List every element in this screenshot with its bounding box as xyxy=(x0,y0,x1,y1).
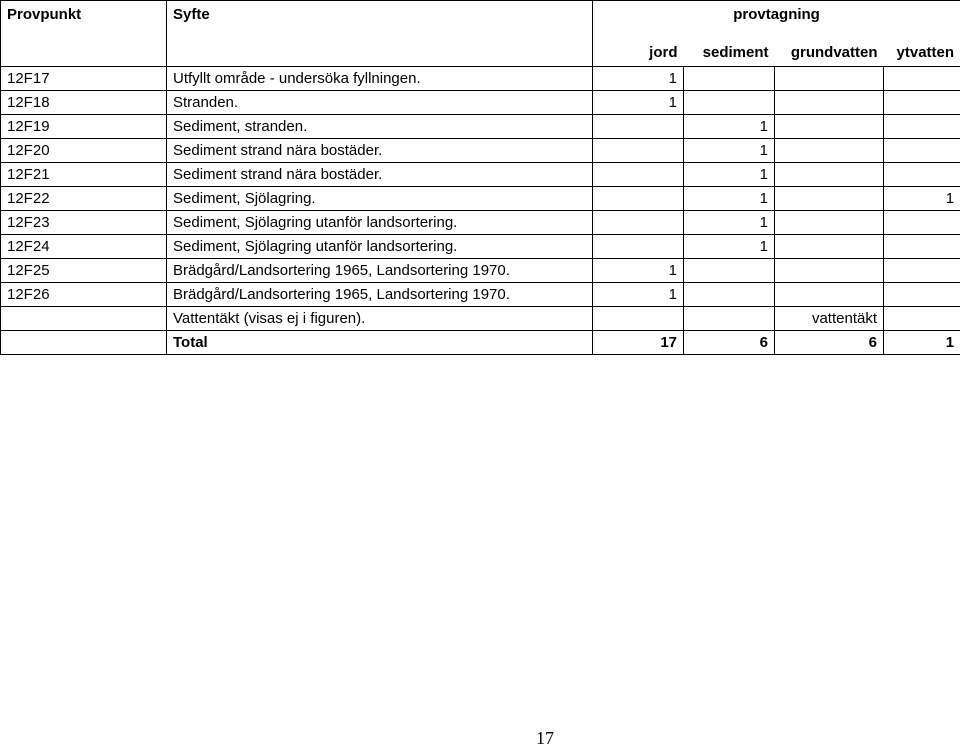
total-sediment: 6 xyxy=(684,331,775,355)
provpunkt-cell: 12F23 xyxy=(1,211,167,235)
grundvatten-cell xyxy=(775,91,884,115)
provpunkt-cell: 12F25 xyxy=(1,259,167,283)
ytvatten-cell: 1 xyxy=(884,187,960,211)
table-row xyxy=(1,211,960,235)
jord-cell xyxy=(593,307,684,331)
header-jord: jord xyxy=(593,29,684,67)
table-row xyxy=(1,259,960,283)
grundvatten-cell xyxy=(775,259,884,283)
table-row xyxy=(1,283,960,307)
syfte-cell: Sediment, Sjölagring utanför landsortering. xyxy=(167,211,593,235)
sediment-cell xyxy=(684,67,775,91)
grundvatten-cell xyxy=(775,283,884,307)
grundvatten-cell xyxy=(775,67,884,91)
header-ytvatten: ytvatten xyxy=(884,29,960,67)
jord-cell xyxy=(593,139,684,163)
sediment-cell xyxy=(684,307,775,331)
syfte-cell: Sediment, Sjölagring utanför landsortering. xyxy=(167,235,593,259)
table-row xyxy=(1,235,960,259)
ytvatten-cell xyxy=(884,115,960,139)
table-row xyxy=(1,139,960,163)
syfte-cell: Utfyllt område - undersöka fyllningen. xyxy=(167,67,593,91)
header-grundvatten: grundvatten xyxy=(775,29,884,67)
header-provpunkt-blank xyxy=(1,29,167,67)
provpunkt-cell: 12F22 xyxy=(1,187,167,211)
table-row xyxy=(1,163,960,187)
page-number: 17 xyxy=(536,728,554,748)
sediment-cell: 1 xyxy=(684,139,775,163)
sediment-cell xyxy=(684,91,775,115)
jord-cell xyxy=(593,235,684,259)
grundvatten-cell: vattentäkt xyxy=(775,307,884,331)
ytvatten-cell xyxy=(884,91,960,115)
ytvatten-cell xyxy=(884,259,960,283)
total-jord: 17 xyxy=(593,331,684,355)
ytvatten-cell xyxy=(884,163,960,187)
provpunkt-cell xyxy=(1,331,167,355)
grundvatten-cell xyxy=(775,235,884,259)
ytvatten-cell xyxy=(884,67,960,91)
jord-cell xyxy=(593,187,684,211)
syfte-cell: Brädgård/Landsortering 1965, Landsortering 1970. xyxy=(167,259,593,283)
ytvatten-cell xyxy=(884,235,960,259)
header-sediment: sediment xyxy=(684,29,775,67)
table-row xyxy=(1,67,960,91)
syfte-cell: Sediment, stranden. xyxy=(167,115,593,139)
provpunkt-cell: 12F20 xyxy=(1,139,167,163)
sediment-cell xyxy=(684,259,775,283)
syfte-cell: Vattentäkt (visas ej i figuren). xyxy=(167,307,593,331)
ytvatten-cell xyxy=(884,307,960,331)
sediment-cell: 1 xyxy=(684,187,775,211)
jord-cell: 1 xyxy=(593,283,684,307)
grundvatten-cell xyxy=(775,187,884,211)
ytvatten-cell xyxy=(884,211,960,235)
grundvatten-cell xyxy=(775,115,884,139)
header-row-2 xyxy=(1,29,960,67)
ytvatten-cell xyxy=(884,283,960,307)
total-row xyxy=(1,331,960,355)
jord-cell: 1 xyxy=(593,91,684,115)
grundvatten-cell xyxy=(775,211,884,235)
syfte-cell: Brädgård/Landsortering 1965, Landsortering 1970. xyxy=(167,283,593,307)
sediment-cell: 1 xyxy=(684,163,775,187)
sediment-cell xyxy=(684,283,775,307)
total-ytvatten: 1 xyxy=(884,331,960,355)
vattentakt-row xyxy=(1,307,960,331)
syfte-cell: Sediment strand nära bostäder. xyxy=(167,139,593,163)
table-row xyxy=(1,91,960,115)
sampling-table xyxy=(0,0,960,355)
header-provtagning: provtagning xyxy=(593,1,960,30)
provpunkt-cell xyxy=(1,307,167,331)
ytvatten-cell xyxy=(884,139,960,163)
jord-cell xyxy=(593,115,684,139)
header-syfte-blank xyxy=(167,29,593,67)
syfte-cell: Stranden. xyxy=(167,91,593,115)
provpunkt-cell: 12F17 xyxy=(1,67,167,91)
provpunkt-cell: 12F21 xyxy=(1,163,167,187)
header-row-1 xyxy=(1,1,960,30)
jord-cell: 1 xyxy=(593,67,684,91)
jord-cell xyxy=(593,211,684,235)
grundvatten-cell xyxy=(775,139,884,163)
syfte-cell: Sediment strand nära bostäder. xyxy=(167,163,593,187)
header-provpunkt: Provpunkt xyxy=(1,1,167,30)
sediment-cell: 1 xyxy=(684,211,775,235)
grundvatten-cell xyxy=(775,163,884,187)
jord-cell xyxy=(593,163,684,187)
sediment-cell: 1 xyxy=(684,115,775,139)
table-row xyxy=(1,187,960,211)
sediment-cell: 1 xyxy=(684,235,775,259)
total-label: Total xyxy=(167,331,593,355)
provpunkt-cell: 12F19 xyxy=(1,115,167,139)
provpunkt-cell: 12F24 xyxy=(1,235,167,259)
syfte-cell: Sediment, Sjölagring. xyxy=(167,187,593,211)
total-grundvatten: 6 xyxy=(775,331,884,355)
provpunkt-cell: 12F18 xyxy=(1,91,167,115)
jord-cell: 1 xyxy=(593,259,684,283)
header-syfte: Syfte xyxy=(167,1,593,30)
table-row xyxy=(1,115,960,139)
provpunkt-cell: 12F26 xyxy=(1,283,167,307)
